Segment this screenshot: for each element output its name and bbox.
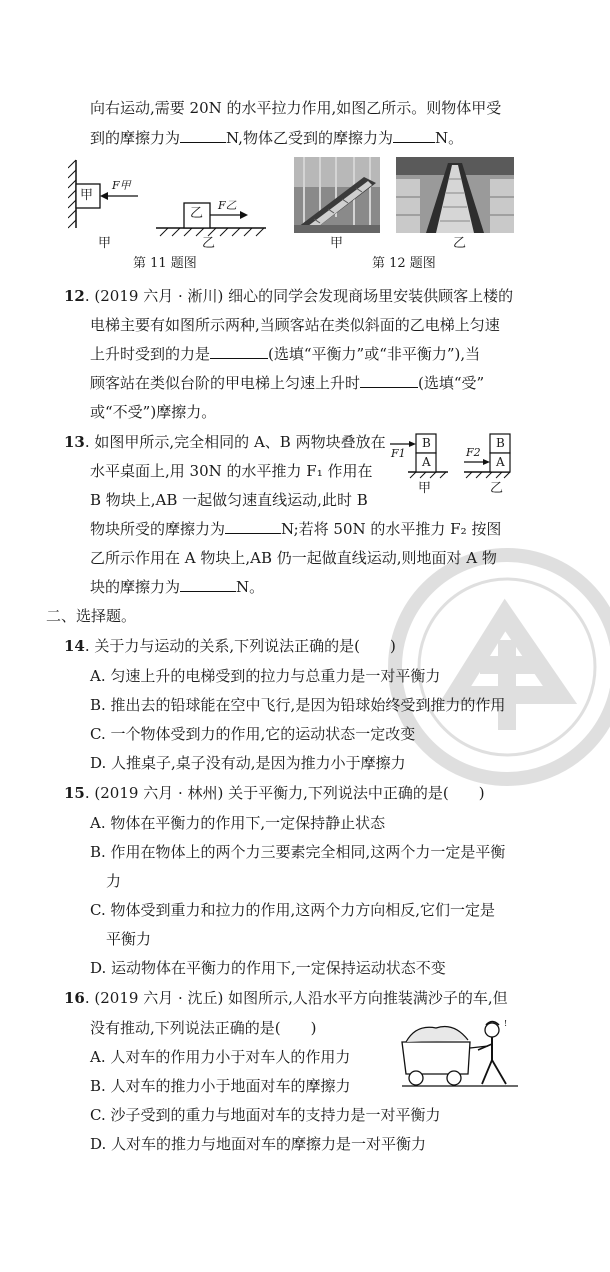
fig13-top-block-1: B [422,436,431,450]
q14-stem [64,636,396,656]
fig13-bottom-block-2: A [496,455,505,469]
q12-line-4 [90,373,484,393]
q15-option-c[interactable]: C. 物体受到重力和拉力的作用,这两个力方向相反,它们一定是 [90,901,496,919]
answer-blank[interactable] [393,128,435,143]
q15-option-d[interactable]: D. 运动物体在平衡力的作用下,一定保持运动状态不变 [90,959,446,977]
cart-pushing-figure [396,1018,524,1090]
figure-11-diagram [68,158,273,238]
section-heading: 二、选择题。 [46,607,137,625]
question-number: 13 [64,433,85,451]
q16-option-d[interactable]: D. 人对车的推力与地面对车的摩擦力是一对平衡力 [90,1135,427,1153]
fig11-label-1: 甲 [98,236,112,251]
fig13-bottom-block-1: A [422,455,431,469]
question-text: 物块所受的摩擦力为 [90,520,226,538]
question-number: 14 [64,637,85,655]
q13-line-3: B 物块上,AB 一起做匀速直线运动,此时 B [90,491,368,509]
q12-line-3 [90,344,480,364]
fig11-force-2: F乙 [218,199,237,212]
question-number: 12 [64,287,85,305]
q12-line-1 [64,286,513,306]
q13-line-6 [90,577,264,597]
question-text: 顾客站在类似台阶的甲电梯上匀速上升时 [90,374,361,392]
q15-option-a[interactable]: A. 物体在平衡力的作用下,一定保持静止状态 [90,814,386,832]
question-text: (选填“受” [418,374,485,392]
q14-option-d[interactable]: D. 人推桌子,桌子没有动,是因为推力小于摩擦力 [90,754,406,772]
question-text: 上升时受到的力是 [90,345,211,363]
question-text: . (2019 六月 · 林州) 关于平衡力,下列说法中正确的是( ) [84,784,485,802]
q15-option-b[interactable]: B. 作用在物体上的两个力三要素完全相同,这两个力一定是平衡 [90,843,506,861]
q16-option-a[interactable]: A. 人对车的作用力小于对车人的作用力 [90,1048,351,1066]
q16-stem-1 [64,988,508,1008]
intro-line-1: 向右运动,需要 20N 的水平拉力作用,如图乙所示。则物体甲受 [90,99,502,117]
answer-blank[interactable] [210,344,268,359]
question-text: N。 [236,578,265,596]
question-text: . (2019 六月 · 淅川) 细心的同学会发现商场里安装供顾客上楼的 [84,287,514,305]
question-text: 块的摩擦力为 [90,578,181,596]
q15-option-c-cont[interactable]: 平衡力 [106,930,152,948]
q16-option-c[interactable]: C. 沙子受到的重力与地面对车的支持力是一对平衡力 [90,1106,441,1124]
question-number: 15 [64,784,85,802]
q16-stem-2: 没有推动,下列说法正确的是( ) [90,1019,317,1037]
q12-line-2: 电梯主要有如图所示两种,当顾客站在类似斜面的乙电梯上匀速 [90,316,500,334]
fig12-caption: 第 12 题图 [372,256,436,271]
q14-option-c[interactable]: C. 一个物体受到力的作用,它的运动状态一定改变 [90,725,416,743]
q15-option-b-cont[interactable]: 力 [106,872,122,890]
fig11-box-1: 甲 [80,188,94,203]
question-text: . 如图甲所示,完全相同的 A、B 两物块叠放在 [84,433,386,451]
fig11-force-1: F甲 [112,179,131,192]
fig13-label-2: 乙 [490,481,504,496]
q13-line-1 [64,432,386,452]
fig12-label-2: 乙 [453,236,467,251]
q13-line-4 [90,519,501,539]
q14-option-a[interactable]: A. 匀速上升的电梯受到的拉力与总重力是一对平衡力 [90,667,441,685]
answer-blank[interactable] [225,519,281,534]
answer-blank[interactable] [180,128,226,143]
question-number: 16 [64,989,85,1007]
q14-option-b[interactable]: B. 推出去的铅球能在空中飞行,是因为铅球始终受到推力的作用 [90,696,506,714]
question-text: N;若将 50N 的水平推力 F₂ 按图 [281,520,502,538]
fig13-force-2: F2 [466,446,481,459]
q15-stem [64,783,485,803]
q13-line-5: 乙所示作用在 A 物块上,AB 仍一起做直线运动,则地面对 A 物 [90,549,497,567]
fig12-label-1: 甲 [330,236,344,251]
fig13-label-1: 甲 [418,481,432,496]
fig11-caption: 第 11 题图 [133,256,197,271]
intro-text: N。 [434,129,464,147]
q16-option-b[interactable]: B. 人对车的推力小于地面对车的摩擦力 [90,1077,351,1095]
escalator-photo-yi [396,157,514,233]
q12-line-5: 或“不受”)摩擦力。 [90,403,217,421]
question-text: . (2019 六月 · 沈丘) 如图所示,人沿水平方向推装满沙子的车,但 [84,989,508,1007]
answer-blank[interactable] [360,373,418,388]
question-text: (选填“平衡力”或“非平衡力”),当 [268,345,481,363]
intro-text: N,物体乙受到的摩擦力为 [226,129,393,147]
fig11-label-2: 乙 [202,236,216,251]
intro-line-2 [90,128,463,148]
svg-text:!: ! [504,1019,508,1028]
answer-blank[interactable] [180,577,236,592]
escalator-photo-jia [294,157,380,233]
question-text: . 关于力与运动的关系,下列说法正确的是( ) [84,637,396,655]
intro-text: 到的摩擦力为 [90,129,181,147]
fig11-box-2: 乙 [190,206,204,221]
q13-line-2: 水平桌面上,用 30N 的水平推力 F₁ 作用在 [90,462,373,480]
fig13-force-1: F1 [391,447,406,460]
fig13-top-block-2: B [496,436,505,450]
